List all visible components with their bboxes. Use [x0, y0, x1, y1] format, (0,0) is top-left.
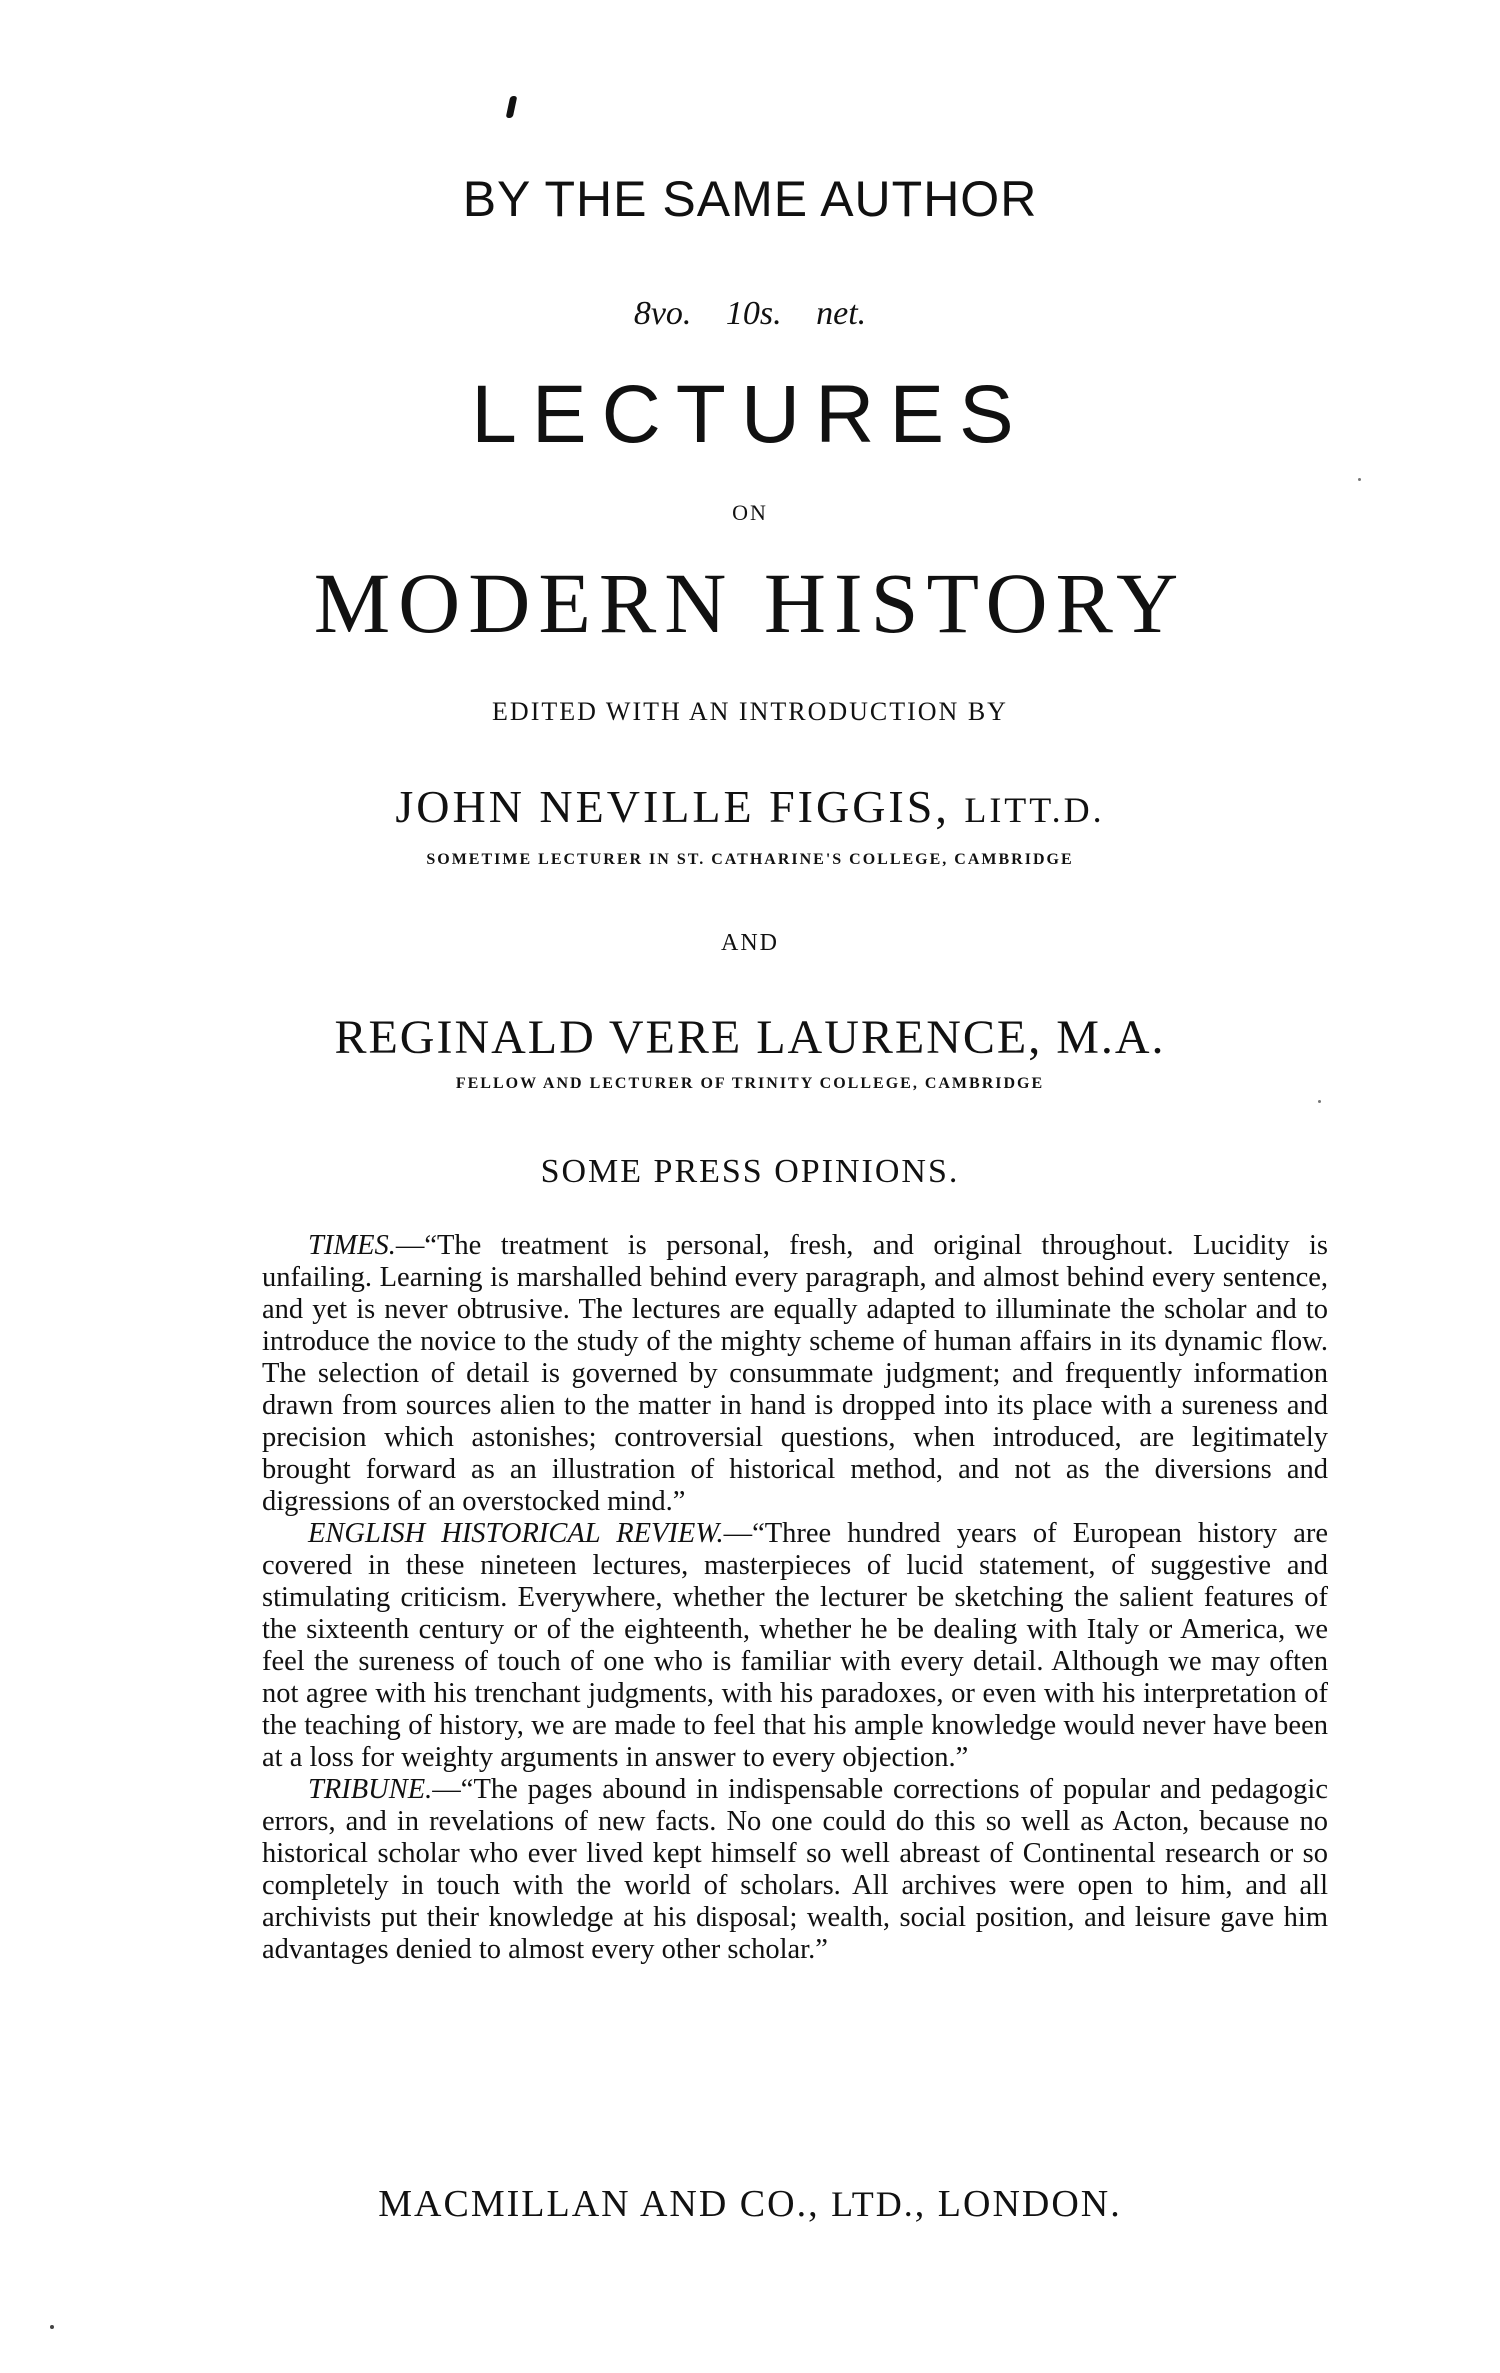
editor-figgis	[0, 780, 1500, 833]
opinion-source: ENGLISH HISTORICAL REVIEW.	[308, 1518, 724, 1549]
press-opinions-body	[262, 1230, 1328, 1966]
title-on: ON	[732, 500, 768, 525]
edited-with-line: EDITED WITH AN INTRODUCTION BY	[492, 697, 1008, 726]
opinion-text: —“Three hundred years of European history are covered in these nineteen lectures, masterpieces of lucid statement, of suggestive and stimulating criticism. Everywhere, whether the lecturer be sketching the salient features of the sixteenth century or of the eighteenth, whether he be dealing with Italy or America, we feel the sureness of touch of one who is familiar with every detail. Although we may often not agree with his trenchant judgments, with his paradoxes, or even with his interpretation of the teaching of history, we are made to feel that his ample knowledge would never have been at a loss for weighty arguments in answer to every objection.”	[262, 1518, 1328, 1773]
opinion-text: —“The pages abound in indispensable corrections of popular and pedagogic errors, and in revelations of new facts. No one could do this so well as Acton, because no historical scholar who ever lived kept himself so well abreast of Continental research or so completely in touch with the world of scholars. All archives were open to him, and all archivists put their knowledge at his disposal; wealth, social position, and leisure gave him advantages denied to almost every other scholar.”	[262, 1774, 1328, 1965]
title-lectures: LECTURES	[471, 369, 1029, 460]
opinion-source: TIMES.	[308, 1230, 396, 1261]
press-opinions-heading: SOME PRESS OPINIONS.	[540, 1153, 960, 1190]
publisher-imprint	[0, 2182, 1500, 2226]
editor-laurence-description: FELLOW AND LECTURER OF TRINITY COLLEGE, CAMBRIDGE	[455, 1075, 1045, 1092]
opinion-times	[262, 1230, 1328, 1518]
editor-figgis-degree: LITT.D.	[964, 790, 1105, 830]
title-modern-history: MODERN HISTORY	[313, 555, 1187, 651]
speck	[1358, 478, 1361, 481]
editor-laurence: REGINALD VERE LAURENCE, M.A.	[334, 1011, 1166, 1064]
publisher-ltd: LTD.	[831, 2184, 915, 2224]
opinion-source: TRIBUNE.	[308, 1774, 433, 1805]
opinion-tribune	[262, 1774, 1328, 1966]
editor-figgis-name: JOHN NEVILLE FIGGIS,	[395, 781, 965, 832]
publisher-city: , LONDON.	[914, 2183, 1122, 2225]
editor-figgis-description: SOMETIME LECTURER IN ST. CATHARINE'S COLLEGE, CAMBRIDGE	[426, 851, 1074, 868]
opinion-english-historical-review	[262, 1518, 1328, 1774]
opinion-text: —“The treatment is personal, fresh, and original throughout. Lucidity is unfailing. Learning is marshalled behind every paragraph, and almost behind every sentence, and yet is never obtrusive. The lectures are equally adapted to illuminate the scholar and to introduce the novice to the study of the mighty scheme of human affairs in its dynamic flow. The selection of detail is governed by consummate judgment; and frequently information drawn from sources alien to the matter in hand is dropped into its place with a sureness and precision which astonishes; controversial questions, when introduced, are legitimately brought forward as an illustration of historical method, and not as the diversions and digressions of an overstocked mind.”	[262, 1230, 1328, 1517]
ink-mark	[506, 96, 518, 118]
and-separator: AND	[721, 930, 779, 956]
publisher-name: MACMILLAN AND CO.,	[378, 2183, 832, 2225]
speck	[50, 2325, 54, 2329]
format-price: 8vo. 10s. net.	[633, 295, 867, 332]
speck	[1318, 1100, 1321, 1103]
by-same-author-heading: BY THE SAME AUTHOR	[462, 171, 1038, 227]
